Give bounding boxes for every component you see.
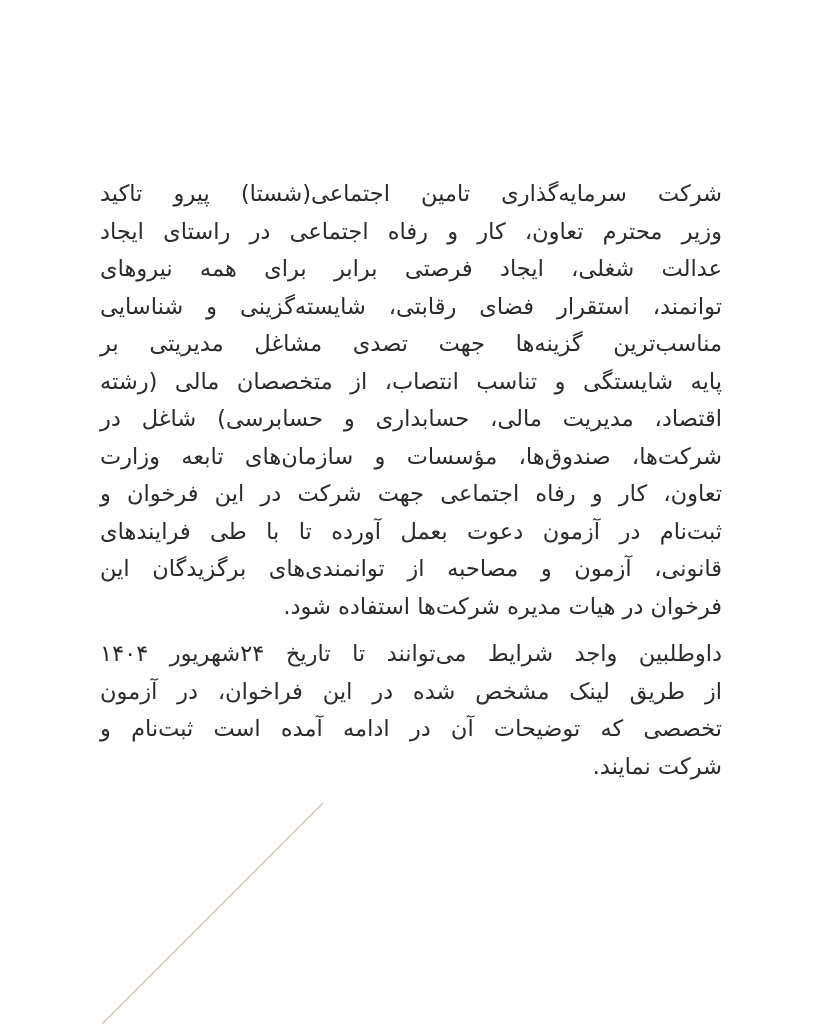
- text-line: از طریق لینک مشخص شده در این فراخوان، در آزمون: [100, 678, 722, 705]
- paragraph-intro: [100, 176, 722, 626]
- text-line: شرکت نمایند.: [592, 753, 722, 780]
- paragraph-registration: [100, 636, 722, 786]
- text-line: قانونی، آزمون و مصاحبه از توانمندی‌های برگزیدگان این: [100, 556, 722, 582]
- text-line: عدالت شغلی، ایجاد فرصتی برابر برای همه نیروهای: [100, 256, 722, 282]
- text-line: توانمند، استقرار فضای رقابتی، شایسته‌گزینی و شناسایی: [100, 293, 722, 320]
- announcement-text: [100, 176, 722, 786]
- text-line: تخصصی که توضیحات آن در ادامه آمده است ثبت‌نام و: [100, 716, 722, 742]
- text-line: داوطلبین واجد شرایط می‌توانند تا تاریخ ۲۴شهریور ۱۴۰۴: [100, 641, 723, 667]
- text-line: وزیر محترم تعاون، کار و رفاه اجتماعی در راستای ایجاد: [100, 218, 722, 245]
- text-line: اقتصاد، مدیریت مالی، حسابداری و حسابرسی) شاغل در: [100, 406, 722, 432]
- text-line: مناسب‌ترین گزینه‌ها جهت تصدی مشاغل مدیریتی بر: [100, 331, 722, 357]
- text-line: ثبت‌نام در آزمون دعوت بعمل آورده تا با طی فرایندهای: [100, 518, 722, 545]
- text-line: پایه شایستگی و تناسب انتصاب، از متخصصان مالی (رشته: [100, 368, 722, 395]
- text-line: تعاون، کار و رفاه اجتماعی جهت شرکت در این فرخوان و: [100, 481, 722, 507]
- text-line: فرخوان در هیات مدیره شرکت‌ها استفاده شود.: [283, 593, 722, 620]
- text-line: شرکت‌ها، صندوق‌ها، مؤسسات و سازمان‌های تابعه وزارت: [100, 443, 722, 470]
- text-line: شرکت سرمایه‌گذاری تامین اجتماعی(شستا) پیرو تاکید: [100, 181, 722, 207]
